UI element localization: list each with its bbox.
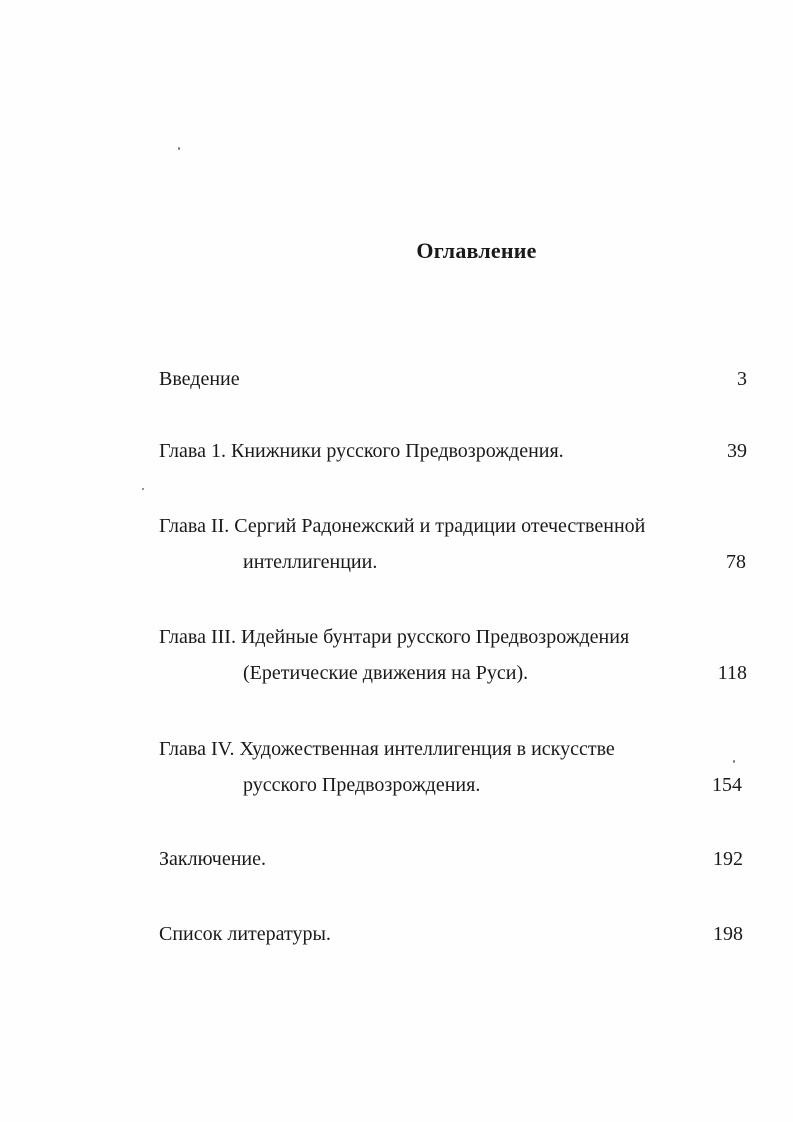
toc-entry-chapter-4-cont: русского Предвозрождения. (243, 774, 481, 796)
toc-entry-chapter-3-cont: (Еретические движения на Руси). (243, 662, 529, 684)
toc-entry-chapter-4: Глава IV. Художественная интеллигенция в искусстве (159, 738, 615, 760)
scan-speck (178, 147, 180, 150)
toc-entry-chapter-2: Глава II. Сергий Радонежский и традиции отечественной (159, 515, 646, 537)
toc-entry-introduction: Введение (159, 368, 240, 390)
toc-page-number: 39 (727, 440, 747, 462)
toc-entry-chapter-2-cont: интеллигенции. (243, 551, 378, 573)
toc-entry-bibliography: Список литературы. (159, 923, 331, 945)
toc-page-number: 198 (713, 923, 743, 945)
toc-page-number: 192 (713, 848, 743, 870)
toc-page-number: 154 (712, 774, 742, 796)
toc-entry-chapter-3: Глава III. Идейные бунтари русского Предвозрождения (159, 626, 630, 648)
scan-speck (142, 488, 144, 490)
toc-entry-chapter-1: Глава 1. Книжники русского Предвозрождения. (159, 440, 564, 462)
scan-speck (733, 760, 735, 763)
toc-page-number: 3 (737, 368, 747, 390)
toc-title: Оглавление (416, 238, 537, 263)
toc-page-number: 118 (717, 662, 747, 684)
toc-page-number: 78 (726, 551, 746, 573)
toc-entry-conclusion: Заключение. (159, 848, 266, 870)
